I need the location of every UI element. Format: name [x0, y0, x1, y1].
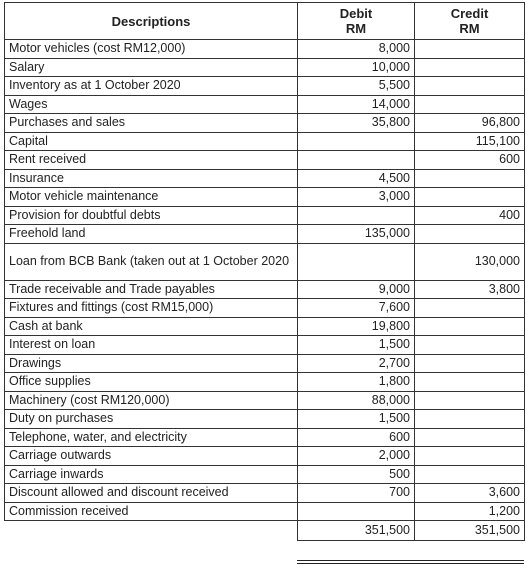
row-credit — [415, 40, 525, 59]
row-credit — [415, 447, 525, 466]
row-debit — [298, 206, 415, 225]
row-debit: 10,000 — [298, 58, 415, 77]
row-debit: 4,500 — [298, 169, 415, 188]
table-row — [5, 336, 525, 355]
descriptions-header: Descriptions — [5, 3, 298, 40]
table-row — [5, 354, 525, 373]
row-debit: 19,800 — [298, 317, 415, 336]
row-description: Telephone, water, and electricity — [5, 428, 298, 447]
row-credit — [415, 317, 525, 336]
row-debit — [298, 243, 415, 280]
table-row — [5, 502, 525, 521]
double-underline — [297, 560, 524, 564]
table-row — [5, 114, 525, 133]
row-credit — [415, 188, 525, 207]
table-row — [5, 58, 525, 77]
table-row — [5, 373, 525, 392]
row-description: Fixtures and fittings (cost RM15,000) — [5, 299, 298, 318]
row-debit: 14,000 — [298, 95, 415, 114]
row-debit: 135,000 — [298, 225, 415, 244]
row-description: Purchases and sales — [5, 114, 298, 133]
row-credit: 130,000 — [415, 243, 525, 280]
row-credit: 600 — [415, 151, 525, 170]
header-row — [5, 3, 525, 40]
row-credit — [415, 77, 525, 96]
row-description: Discount allowed and discount received — [5, 484, 298, 503]
table-row — [5, 317, 525, 336]
row-credit — [415, 336, 525, 355]
row-debit: 3,000 — [298, 188, 415, 207]
row-credit — [415, 428, 525, 447]
row-credit — [415, 373, 525, 392]
row-description: Provision for doubtful debts — [5, 206, 298, 225]
table-row — [5, 169, 525, 188]
row-debit: 35,800 — [298, 114, 415, 133]
row-debit: 500 — [298, 465, 415, 484]
row-credit — [415, 391, 525, 410]
row-credit: 96,800 — [415, 114, 525, 133]
table-row — [5, 95, 525, 114]
credit-total: 351,500 — [415, 521, 525, 541]
table-row — [5, 206, 525, 225]
row-description: Salary — [5, 58, 298, 77]
row-description: Capital — [5, 132, 298, 151]
row-description: Wages — [5, 95, 298, 114]
row-description: Trade receivable and Trade payables — [5, 280, 298, 299]
row-debit — [298, 132, 415, 151]
row-debit: 8,000 — [298, 40, 415, 59]
row-description: Commission received — [5, 502, 298, 521]
row-description: Insurance — [5, 169, 298, 188]
table-row — [5, 77, 525, 96]
row-debit: 2,000 — [298, 447, 415, 466]
row-description: Inventory as at 1 October 2020 — [5, 77, 298, 96]
row-credit — [415, 299, 525, 318]
table-row — [5, 132, 525, 151]
row-description: Cash at bank — [5, 317, 298, 336]
row-debit — [298, 151, 415, 170]
row-description: Duty on purchases — [5, 410, 298, 429]
row-debit: 700 — [298, 484, 415, 503]
table-row — [5, 484, 525, 503]
row-description: Carriage inwards — [5, 465, 298, 484]
totals-label-cell — [5, 521, 298, 541]
table-row — [5, 447, 525, 466]
row-debit: 88,000 — [298, 391, 415, 410]
row-debit: 7,600 — [298, 299, 415, 318]
table-row — [5, 151, 525, 170]
row-debit — [298, 502, 415, 521]
row-credit — [415, 465, 525, 484]
row-credit — [415, 354, 525, 373]
row-description: Machinery (cost RM120,000) — [5, 391, 298, 410]
table-row — [5, 188, 525, 207]
row-credit: 400 — [415, 206, 525, 225]
row-credit — [415, 225, 525, 244]
table-row — [5, 40, 525, 59]
table-row — [5, 428, 525, 447]
table-row — [5, 243, 525, 280]
row-credit — [415, 58, 525, 77]
row-debit: 9,000 — [298, 280, 415, 299]
row-credit: 115,100 — [415, 132, 525, 151]
row-credit — [415, 410, 525, 429]
debit-header: Debit RM — [298, 3, 415, 40]
row-description: Loan from BCB Bank (taken out at 1 October 2020 — [5, 243, 298, 280]
totals-row — [5, 521, 525, 541]
row-description: Rent received — [5, 151, 298, 170]
row-description: Interest on loan — [5, 336, 298, 355]
row-credit — [415, 95, 525, 114]
row-description: Drawings — [5, 354, 298, 373]
row-description: Motor vehicle maintenance — [5, 188, 298, 207]
table-row — [5, 299, 525, 318]
table-row — [5, 465, 525, 484]
row-debit: 1,500 — [298, 410, 415, 429]
row-debit: 2,700 — [298, 354, 415, 373]
table-row — [5, 391, 525, 410]
table-row — [5, 225, 525, 244]
row-credit: 1,200 — [415, 502, 525, 521]
debit-total: 351,500 — [298, 521, 415, 541]
table-row — [5, 280, 525, 299]
row-credit: 3,600 — [415, 484, 525, 503]
row-description: Motor vehicles (cost RM12,000) — [5, 40, 298, 59]
row-description: Office supplies — [5, 373, 298, 392]
row-credit — [415, 169, 525, 188]
row-description: Carriage outwards — [5, 447, 298, 466]
row-debit: 1,500 — [298, 336, 415, 355]
row-debit: 5,500 — [298, 77, 415, 96]
table-row — [5, 410, 525, 429]
row-description: Freehold land — [5, 225, 298, 244]
trial-balance-table — [4, 2, 525, 541]
credit-header: Credit RM — [415, 3, 525, 40]
row-credit: 3,800 — [415, 280, 525, 299]
row-debit: 1,800 — [298, 373, 415, 392]
row-debit: 600 — [298, 428, 415, 447]
